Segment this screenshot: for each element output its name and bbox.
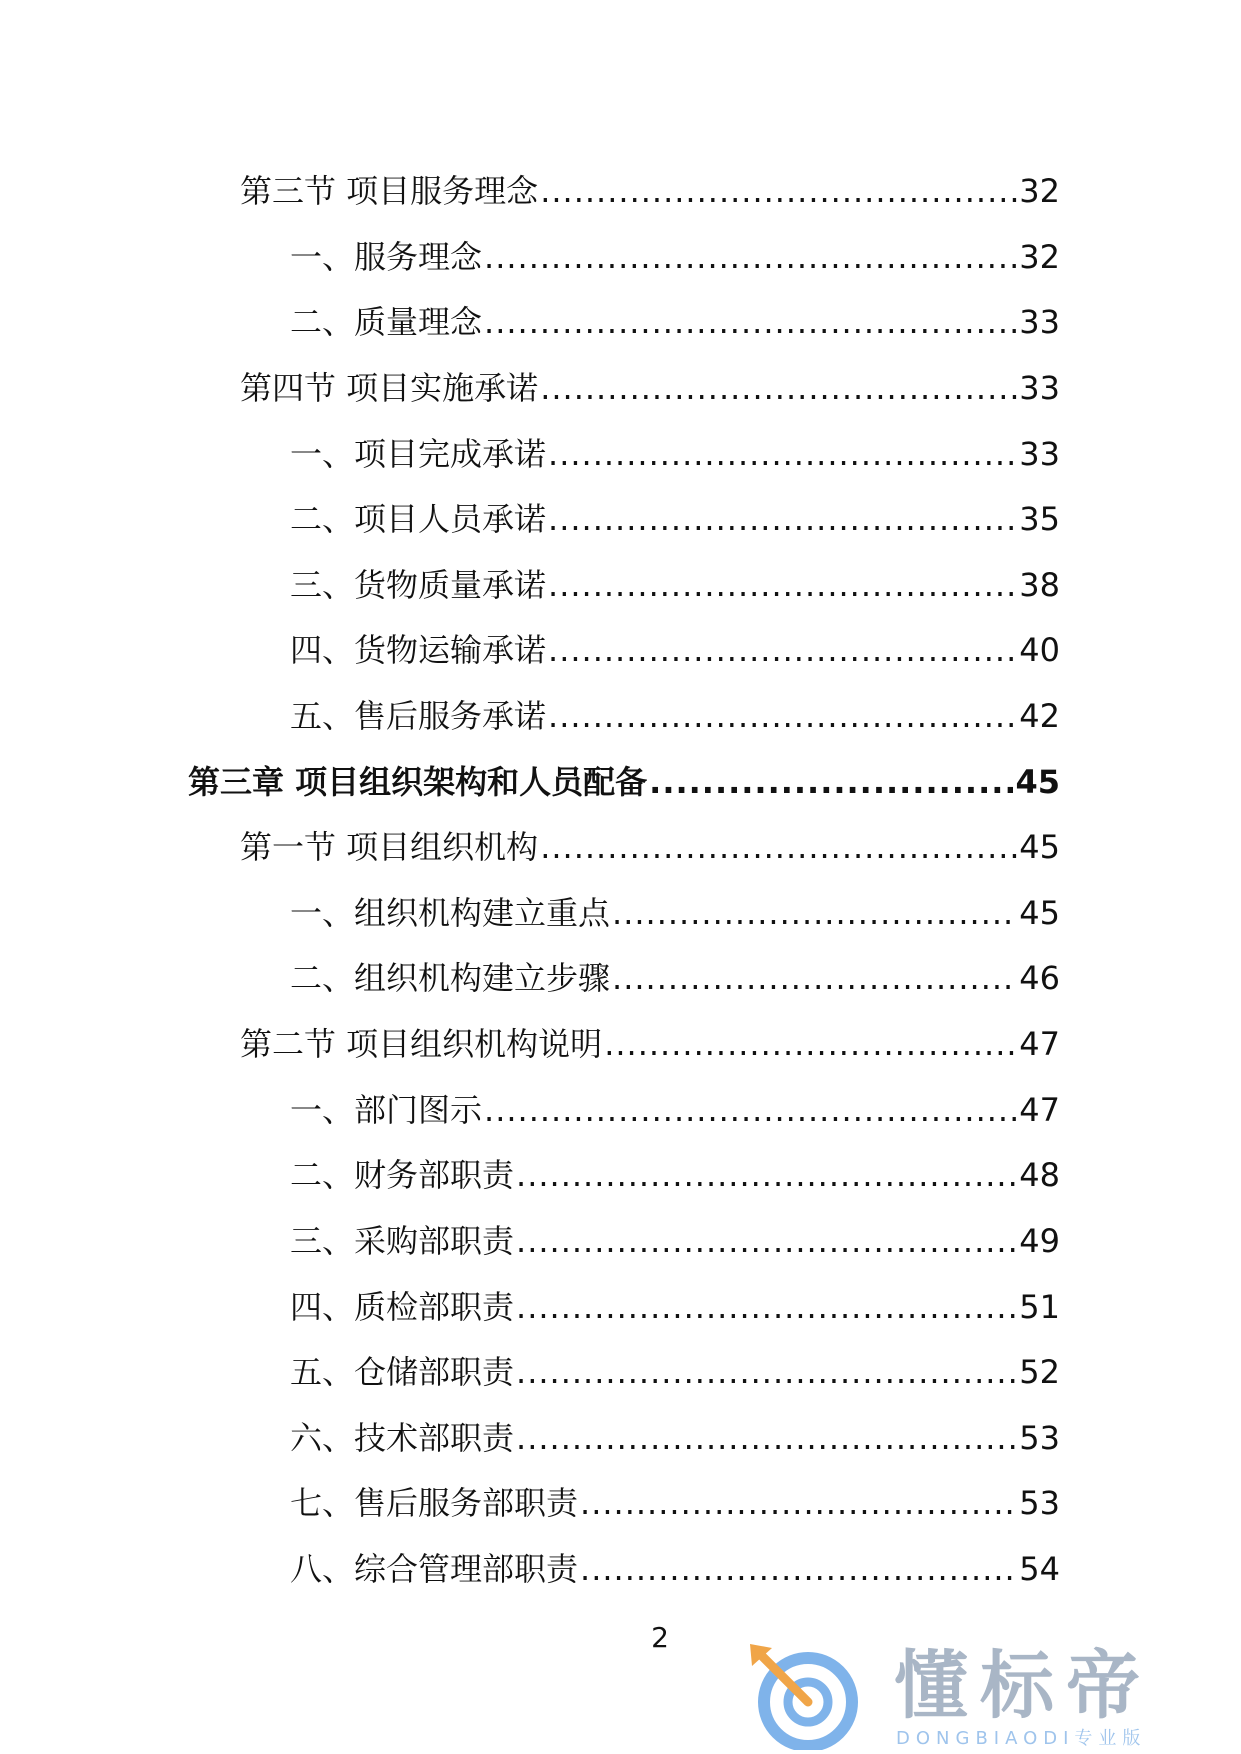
toc-entry-page: 51 [1019, 1288, 1060, 1326]
toc-entry-title: 四、质检部职责 [290, 1288, 515, 1326]
toc-dot-leader [612, 890, 1017, 936]
toc-entry-title: 一、项目完成承诺 [290, 435, 547, 473]
toc-entry-title: 第四节 项目实施承诺 [240, 369, 539, 407]
brand-watermark [746, 1644, 1216, 1750]
toc-dot-leader [484, 299, 1017, 345]
toc-entry-title: 八、综合管理部职责 [290, 1550, 579, 1588]
toc-entry-page: 35 [1019, 500, 1060, 538]
toc-entry-subsection[interactable] [290, 1284, 1060, 1330]
toc-entry-section[interactable] [240, 365, 1060, 411]
toc-dot-leader [516, 1349, 1017, 1395]
toc-dot-leader [604, 1021, 1017, 1067]
toc-entry-page: 48 [1019, 1156, 1060, 1194]
toc-dot-leader [484, 1087, 1017, 1133]
toc-entry-page: 33 [1019, 303, 1060, 341]
toc-entry-title: 第三章 项目组织架构和人员配备 [188, 763, 648, 801]
toc-entry-title: 第三节 项目服务理念 [240, 172, 539, 210]
toc-entry-page: 45 [1019, 894, 1060, 932]
toc-entry-title: 二、质量理念 [290, 303, 483, 341]
toc-entry-page: 49 [1019, 1222, 1060, 1260]
toc-entry-title: 第一节 项目组织机构 [240, 828, 539, 866]
toc-entry-subsection[interactable] [290, 1218, 1060, 1264]
target-logo-icon [746, 1644, 866, 1750]
toc-dot-leader [548, 562, 1017, 608]
toc-entry-page: 42 [1019, 697, 1060, 735]
toc-entry-title: 六、技术部职责 [290, 1419, 515, 1457]
toc-entry-title: 三、货物质量承诺 [290, 566, 547, 604]
toc-entry-title: 一、服务理念 [290, 238, 483, 276]
toc-entry-title: 一、组织机构建立重点 [290, 894, 611, 932]
toc-dot-leader [580, 1546, 1017, 1592]
toc-entry-subsection[interactable] [290, 1349, 1060, 1395]
toc-dot-leader [548, 627, 1017, 673]
toc-dot-leader [612, 955, 1017, 1001]
toc-entry-title: 四、货物运输承诺 [290, 631, 547, 669]
toc-entry-section[interactable] [240, 1021, 1060, 1067]
watermark-subtitle: DONGBIAODI专业版 [896, 1728, 1147, 1749]
toc-entry-page: 46 [1019, 959, 1060, 997]
toc-dot-leader [649, 759, 1013, 805]
toc-entry-page: 45 [1019, 828, 1060, 866]
toc-entry-title: 二、财务部职责 [290, 1156, 515, 1194]
toc-entry-page: 32 [1019, 238, 1060, 276]
toc-entry-title: 七、售后服务部职责 [290, 1484, 579, 1522]
toc-entry-subsection[interactable] [290, 234, 1060, 280]
toc-dot-leader [484, 234, 1017, 280]
toc-entry-title: 五、仓储部职责 [290, 1353, 515, 1391]
toc-entry-subsection[interactable] [290, 890, 1060, 936]
toc-entry-subsection[interactable] [290, 431, 1060, 477]
toc-entry-page: 33 [1019, 369, 1060, 407]
toc-entry-subsection[interactable] [290, 1546, 1060, 1592]
toc-dot-leader [580, 1480, 1017, 1526]
toc-dot-leader [516, 1415, 1017, 1461]
toc-entry-page: 47 [1019, 1091, 1060, 1129]
toc-entry-subsection[interactable] [290, 1087, 1060, 1133]
toc-entry-page: 45 [1015, 763, 1060, 801]
toc-entry-page: 53 [1019, 1484, 1060, 1522]
toc-dot-leader [540, 168, 1017, 214]
toc-entry-page: 53 [1019, 1419, 1060, 1457]
toc-entry-subsection[interactable] [290, 1152, 1060, 1198]
toc-entry-title: 二、组织机构建立步骤 [290, 959, 611, 997]
toc-entry-page: 32 [1019, 172, 1060, 210]
toc-entry-subsection[interactable] [290, 1480, 1060, 1526]
toc-entry-subsection[interactable] [290, 955, 1060, 1001]
page-number: 2 [651, 1621, 669, 1654]
toc-entry-title: 三、采购部职责 [290, 1222, 515, 1260]
toc-entry-page: 47 [1019, 1025, 1060, 1063]
toc-entry-page: 54 [1019, 1550, 1060, 1588]
toc-dot-leader [516, 1284, 1017, 1330]
toc-entry-section[interactable] [240, 824, 1060, 870]
toc-entry-subsection[interactable] [290, 299, 1060, 345]
toc-entry-subsection[interactable] [290, 562, 1060, 608]
toc-entry-section[interactable] [240, 168, 1060, 214]
toc-dot-leader [548, 431, 1017, 477]
watermark-brand: 懂标帝 [894, 1643, 1152, 1729]
toc-entry-subsection[interactable] [290, 693, 1060, 739]
toc-dot-leader [540, 824, 1017, 870]
toc-entry-title: 一、部门图示 [290, 1091, 483, 1129]
toc-entry-subsection[interactable] [290, 496, 1060, 542]
toc-entry-chapter[interactable] [188, 759, 1060, 805]
toc-entry-page: 38 [1019, 566, 1060, 604]
toc-entry-page: 40 [1019, 631, 1060, 669]
toc-dot-leader [548, 496, 1017, 542]
toc-dot-leader [540, 365, 1017, 411]
toc-entry-title: 第二节 项目组织机构说明 [240, 1025, 603, 1063]
toc-entry-title: 二、项目人员承诺 [290, 500, 547, 538]
toc-entry-title: 五、售后服务承诺 [290, 697, 547, 735]
toc-entry-subsection[interactable] [290, 1415, 1060, 1461]
toc-entry-page: 33 [1019, 435, 1060, 473]
toc-dot-leader [516, 1152, 1017, 1198]
toc-entry-page: 52 [1019, 1353, 1060, 1391]
toc-dot-leader [548, 693, 1017, 739]
toc-dot-leader [516, 1218, 1017, 1264]
toc-entry-subsection[interactable] [290, 627, 1060, 673]
